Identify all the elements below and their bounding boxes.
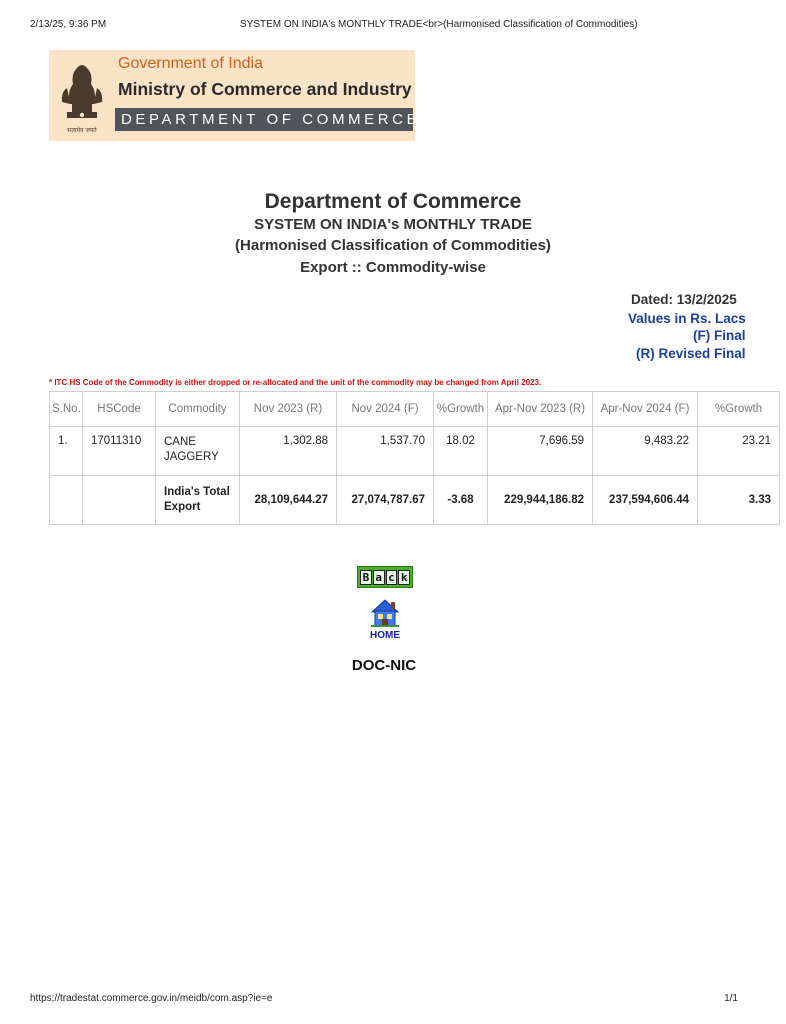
back-letter: k — [398, 570, 410, 585]
home-link[interactable] — [364, 597, 406, 645]
print-url: https://tradestat.commerce.gov.in/meidb/com.asp?ie=e — [30, 993, 273, 1004]
print-page-number: 1/1 — [724, 993, 738, 1004]
hs-code-note: * ITC HS Code of the Commodity is either dropped or re-allocated and the unit of the commodity may be changed from April 2023. — [49, 378, 542, 387]
cell-nov-2024: 1,537.70 — [337, 427, 434, 476]
cell-sno: 1. — [50, 427, 83, 476]
total-cell-apr-nov-2023: 229,944,186.82 — [488, 476, 593, 525]
back-letter: a — [373, 570, 385, 585]
government-of-india-label: Government of India — [118, 55, 263, 72]
cell-nov-2023: 1,302.88 — [240, 427, 337, 476]
print-datetime: 2/13/25, 9:36 PM — [30, 19, 107, 30]
table-header-row — [50, 392, 780, 427]
total-cell-sno — [50, 476, 83, 525]
home-label: HOME — [370, 630, 400, 641]
col-header-apr-nov-2023: Apr-Nov 2023 (R) — [488, 392, 593, 427]
trade-table-container — [49, 391, 771, 525]
col-header-sno: S.No. — [50, 392, 83, 427]
cell-apr-nov-2024: 9,483.22 — [593, 427, 698, 476]
cell-hscode: 17011310 — [83, 427, 156, 476]
back-button[interactable] — [357, 566, 413, 588]
revised-legend: (R) Revised Final — [636, 346, 746, 361]
total-cell-label: India's Total Export — [156, 476, 240, 525]
col-header-hscode: HSCode — [83, 392, 156, 427]
cell-growth: 18.02 — [434, 427, 488, 476]
cell-cumulative-growth: 23.21 — [698, 427, 780, 476]
ministry-banner — [49, 50, 421, 141]
col-header-apr-nov-2024: Apr-Nov 2024 (F) — [593, 392, 698, 427]
total-cell-nov-2023: 28,109,644.27 — [240, 476, 337, 525]
home-house-icon — [369, 597, 401, 629]
col-header-growth: %Growth — [434, 392, 488, 427]
print-footer — [30, 993, 738, 1007]
final-legend: (F) Final — [693, 328, 746, 343]
total-cell-growth: -3.68 — [434, 476, 488, 525]
total-cell-apr-nov-2024: 237,594,606.44 — [593, 476, 698, 525]
total-row — [50, 476, 780, 525]
total-cell-cumulative-growth: 3.33 — [698, 476, 780, 525]
trade-table — [49, 391, 780, 525]
doc-nic-label: DOC-NIC — [351, 657, 417, 674]
values-unit-label: Values in Rs. Lacs — [628, 311, 746, 326]
page-subtitle-export: Export :: Commodity-wise — [300, 259, 486, 276]
total-cell-nov-2024: 27,074,787.67 — [337, 476, 434, 525]
page-title: Department of Commerce — [264, 190, 522, 213]
report-meta — [600, 292, 746, 364]
total-cell-hscode — [83, 476, 156, 525]
page-subtitle-system: SYSTEM ON INDIA's MONTHLY TRADE — [254, 216, 532, 233]
col-header-nov-2024: Nov 2024 (F) — [337, 392, 434, 427]
col-header-commodity: Commodity — [156, 392, 240, 427]
cell-commodity: CANE JAGGERY — [156, 427, 240, 476]
national-emblem-icon — [53, 54, 111, 138]
page-subtitle-hs: (Harmonised Classification of Commodities) — [235, 237, 551, 254]
department-strip: DEPARTMENT OF COMMERCE — [115, 108, 413, 131]
print-page-title: SYSTEM ON INDIA's MONTHLY TRADE<br>(Harmonised Classification of Commodities) — [240, 19, 638, 30]
print-header — [30, 19, 738, 33]
emblem-caption: सत्यमेव जयते — [67, 127, 97, 134]
col-header-nov-2023: Nov 2023 (R) — [240, 392, 337, 427]
cell-apr-nov-2023: 7,696.59 — [488, 427, 593, 476]
dated-label: Dated: 13/2/2025 — [631, 292, 737, 307]
table-row — [50, 427, 780, 476]
ministry-label: Ministry of Commerce and Industry — [118, 79, 412, 99]
back-letter: c — [386, 570, 398, 585]
col-header-cumulative-growth: %Growth — [698, 392, 780, 427]
back-letter: B — [360, 570, 372, 585]
